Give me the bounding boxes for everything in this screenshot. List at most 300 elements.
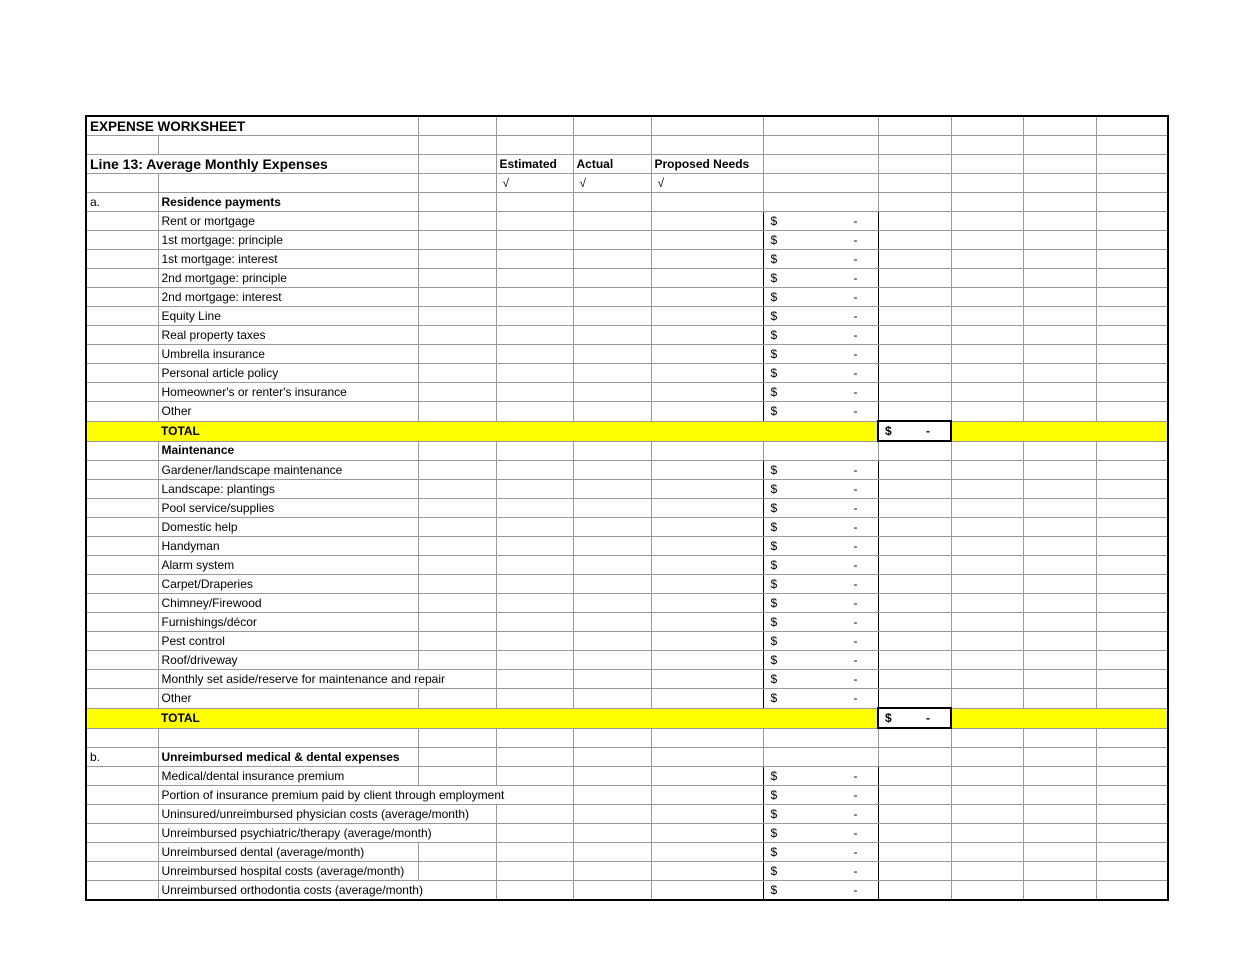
cell[interactable] xyxy=(763,421,878,441)
line-header-cell[interactable]: Line 13: Average Monthly Expenses xyxy=(86,155,418,174)
cell[interactable] xyxy=(878,499,951,518)
cell[interactable] xyxy=(951,767,1023,786)
cell[interactable] xyxy=(496,689,573,709)
cell[interactable] xyxy=(651,116,763,136)
cell[interactable] xyxy=(1023,364,1096,383)
item-label-cell[interactable]: Landscape: plantings xyxy=(158,480,418,499)
cell[interactable] xyxy=(573,708,651,728)
cell[interactable] xyxy=(878,518,951,537)
item-label-cell[interactable]: Domestic help xyxy=(158,518,418,537)
cell[interactable] xyxy=(496,651,573,670)
cell[interactable] xyxy=(878,537,951,556)
cell[interactable] xyxy=(86,402,158,422)
cell[interactable] xyxy=(878,155,951,174)
item-label-cell[interactable]: Unreimbursed orthodontia costs (average/month) xyxy=(158,881,496,901)
cell[interactable] xyxy=(951,862,1023,881)
amount-cell[interactable] xyxy=(763,575,878,594)
cell[interactable] xyxy=(418,383,496,402)
cell[interactable] xyxy=(418,421,496,441)
cell[interactable] xyxy=(878,480,951,499)
cell[interactable] xyxy=(158,174,418,193)
cell[interactable] xyxy=(496,383,573,402)
cell[interactable] xyxy=(496,767,573,786)
cell[interactable] xyxy=(951,136,1023,155)
cell[interactable] xyxy=(496,537,573,556)
cell[interactable] xyxy=(651,748,763,767)
item-label-cell[interactable]: Furnishings/décor xyxy=(158,613,418,632)
cell[interactable] xyxy=(418,708,496,728)
cell[interactable] xyxy=(1023,728,1096,748)
amount-cell[interactable] xyxy=(763,805,878,824)
cell[interactable] xyxy=(651,632,763,651)
item-label-cell[interactable]: Pool service/supplies xyxy=(158,499,418,518)
cell[interactable] xyxy=(418,499,496,518)
cell[interactable] xyxy=(763,193,878,212)
cell[interactable] xyxy=(951,632,1023,651)
cell[interactable] xyxy=(951,537,1023,556)
cell[interactable] xyxy=(573,537,651,556)
cell[interactable] xyxy=(496,326,573,345)
amount-cell[interactable] xyxy=(763,402,878,422)
cell[interactable] xyxy=(1096,421,1168,441)
cell[interactable] xyxy=(573,651,651,670)
cell[interactable] xyxy=(496,441,573,461)
cell[interactable] xyxy=(763,116,878,136)
cell[interactable] xyxy=(1023,632,1096,651)
cell[interactable] xyxy=(878,307,951,326)
cell[interactable] xyxy=(496,843,573,862)
column-header-cell[interactable]: Estimated xyxy=(496,155,573,174)
cell[interactable] xyxy=(651,728,763,748)
cell[interactable] xyxy=(418,231,496,250)
cell[interactable] xyxy=(86,288,158,307)
cell[interactable] xyxy=(1096,212,1168,231)
cell[interactable] xyxy=(573,767,651,786)
item-label-cell[interactable]: Monthly set aside/reserve for maintenance and repair xyxy=(158,670,496,689)
cell[interactable] xyxy=(573,288,651,307)
item-label-cell[interactable]: 1st mortgage: principle xyxy=(158,231,418,250)
cell[interactable] xyxy=(1096,155,1168,174)
item-label-cell[interactable]: 2nd mortgage: principle xyxy=(158,269,418,288)
cell[interactable] xyxy=(1023,805,1096,824)
item-label-cell[interactable]: Umbrella insurance xyxy=(158,345,418,364)
cell[interactable] xyxy=(573,307,651,326)
cell[interactable] xyxy=(651,862,763,881)
cell[interactable] xyxy=(878,441,951,461)
cell[interactable] xyxy=(158,136,418,155)
cell[interactable] xyxy=(1023,613,1096,632)
cell[interactable] xyxy=(573,480,651,499)
cell[interactable] xyxy=(418,748,496,767)
cell[interactable] xyxy=(418,575,496,594)
cell[interactable] xyxy=(951,613,1023,632)
cell[interactable] xyxy=(496,116,573,136)
cell[interactable] xyxy=(573,613,651,632)
cell[interactable] xyxy=(1023,556,1096,575)
cell[interactable] xyxy=(496,632,573,651)
cell[interactable] xyxy=(951,499,1023,518)
amount-cell[interactable] xyxy=(763,461,878,480)
cell[interactable] xyxy=(1023,689,1096,709)
cell[interactable] xyxy=(763,708,878,728)
cell[interactable] xyxy=(86,231,158,250)
cell[interactable] xyxy=(418,116,496,136)
cell[interactable] xyxy=(86,499,158,518)
cell[interactable] xyxy=(496,461,573,480)
cell[interactable] xyxy=(573,250,651,269)
cell[interactable] xyxy=(1096,250,1168,269)
cell[interactable] xyxy=(418,212,496,231)
cell[interactable] xyxy=(1096,136,1168,155)
cell[interactable] xyxy=(1023,594,1096,613)
cell[interactable] xyxy=(573,269,651,288)
amount-cell[interactable] xyxy=(763,767,878,786)
cell[interactable] xyxy=(878,231,951,250)
cell[interactable] xyxy=(496,881,573,901)
cell[interactable] xyxy=(418,613,496,632)
cell[interactable] xyxy=(1096,632,1168,651)
cell[interactable] xyxy=(573,231,651,250)
cell[interactable] xyxy=(573,212,651,231)
amount-cell[interactable] xyxy=(763,881,878,901)
cell[interactable] xyxy=(418,441,496,461)
cell[interactable] xyxy=(418,364,496,383)
cell[interactable] xyxy=(651,708,763,728)
cell[interactable] xyxy=(951,402,1023,422)
cell[interactable] xyxy=(418,651,496,670)
cell[interactable] xyxy=(651,136,763,155)
cell[interactable] xyxy=(878,728,951,748)
cell[interactable] xyxy=(951,231,1023,250)
amount-cell[interactable] xyxy=(763,651,878,670)
cell[interactable] xyxy=(951,461,1023,480)
amount-cell[interactable] xyxy=(763,288,878,307)
cell[interactable] xyxy=(951,824,1023,843)
cell[interactable] xyxy=(573,518,651,537)
cell[interactable] xyxy=(418,461,496,480)
cell[interactable] xyxy=(496,402,573,422)
amount-cell[interactable] xyxy=(763,345,878,364)
cell[interactable] xyxy=(1023,843,1096,862)
cell[interactable] xyxy=(86,632,158,651)
cell[interactable] xyxy=(1096,461,1168,480)
cell[interactable] xyxy=(951,748,1023,767)
cell[interactable] xyxy=(651,461,763,480)
cell[interactable] xyxy=(418,174,496,193)
item-label-cell[interactable]: Chimney/Firewood xyxy=(158,594,418,613)
cell[interactable] xyxy=(86,594,158,613)
cell[interactable] xyxy=(573,843,651,862)
cell[interactable] xyxy=(86,212,158,231)
cell[interactable] xyxy=(651,537,763,556)
cell[interactable] xyxy=(1023,383,1096,402)
cell[interactable] xyxy=(651,499,763,518)
cell[interactable] xyxy=(1096,728,1168,748)
cell[interactable] xyxy=(951,843,1023,862)
cell[interactable] xyxy=(573,728,651,748)
cell[interactable] xyxy=(573,421,651,441)
cell[interactable] xyxy=(573,786,651,805)
cell[interactable] xyxy=(1096,670,1168,689)
cell[interactable] xyxy=(1023,231,1096,250)
cell[interactable] xyxy=(951,728,1023,748)
cell[interactable] xyxy=(86,881,158,901)
amount-cell[interactable] xyxy=(763,786,878,805)
cell[interactable] xyxy=(496,499,573,518)
amount-cell[interactable] xyxy=(763,862,878,881)
cell[interactable] xyxy=(878,767,951,786)
cell[interactable] xyxy=(878,269,951,288)
cell[interactable] xyxy=(651,212,763,231)
cell[interactable] xyxy=(878,345,951,364)
cell[interactable] xyxy=(651,651,763,670)
amount-cell[interactable] xyxy=(763,212,878,231)
cell[interactable] xyxy=(573,689,651,709)
column-header-cell[interactable]: Actual xyxy=(573,155,651,174)
cell[interactable] xyxy=(951,881,1023,901)
cell[interactable] xyxy=(86,326,158,345)
cell[interactable] xyxy=(651,824,763,843)
cell[interactable] xyxy=(86,250,158,269)
cell[interactable] xyxy=(573,193,651,212)
cell[interactable] xyxy=(878,326,951,345)
item-label-cell[interactable]: Gardener/landscape maintenance xyxy=(158,461,418,480)
cell[interactable] xyxy=(951,441,1023,461)
cell[interactable] xyxy=(763,155,878,174)
cell[interactable] xyxy=(878,670,951,689)
cell[interactable] xyxy=(951,250,1023,269)
amount-cell[interactable] xyxy=(763,689,878,709)
cell[interactable] xyxy=(573,594,651,613)
total-label-cell[interactable]: TOTAL xyxy=(158,421,418,441)
amount-cell[interactable] xyxy=(763,269,878,288)
cell[interactable] xyxy=(496,728,573,748)
cell[interactable] xyxy=(496,613,573,632)
cell[interactable] xyxy=(951,421,1023,441)
cell[interactable] xyxy=(1023,651,1096,670)
cell[interactable] xyxy=(878,689,951,709)
amount-cell[interactable] xyxy=(763,613,878,632)
amount-cell[interactable] xyxy=(763,231,878,250)
cell[interactable] xyxy=(1096,843,1168,862)
cell[interactable] xyxy=(573,824,651,843)
cell[interactable] xyxy=(496,250,573,269)
cell[interactable] xyxy=(496,345,573,364)
cell[interactable] xyxy=(951,575,1023,594)
cell[interactable] xyxy=(1023,155,1096,174)
cell[interactable] xyxy=(878,193,951,212)
item-label-cell[interactable]: Pest control xyxy=(158,632,418,651)
cell[interactable] xyxy=(1023,174,1096,193)
cell[interactable] xyxy=(1023,326,1096,345)
cell[interactable] xyxy=(951,651,1023,670)
cell[interactable] xyxy=(86,537,158,556)
cell[interactable] xyxy=(418,594,496,613)
cell[interactable] xyxy=(86,670,158,689)
item-label-cell[interactable]: Unreimbursed dental (average/month) xyxy=(158,843,418,862)
cell[interactable] xyxy=(763,136,878,155)
checkmark-cell[interactable]: √ xyxy=(496,174,573,193)
cell[interactable] xyxy=(1096,651,1168,670)
cell[interactable] xyxy=(573,556,651,575)
cell[interactable] xyxy=(1023,307,1096,326)
cell[interactable] xyxy=(86,843,158,862)
cell[interactable] xyxy=(651,613,763,632)
cell[interactable] xyxy=(418,518,496,537)
cell[interactable] xyxy=(1023,250,1096,269)
cell[interactable] xyxy=(878,556,951,575)
cell[interactable] xyxy=(651,518,763,537)
cell[interactable] xyxy=(763,748,878,767)
cell[interactable] xyxy=(496,269,573,288)
cell[interactable] xyxy=(1096,288,1168,307)
cell[interactable] xyxy=(1023,537,1096,556)
cell[interactable] xyxy=(418,307,496,326)
amount-cell[interactable] xyxy=(763,364,878,383)
cell[interactable] xyxy=(496,421,573,441)
cell[interactable] xyxy=(1096,307,1168,326)
cell[interactable] xyxy=(763,441,878,461)
amount-cell[interactable] xyxy=(763,594,878,613)
cell[interactable] xyxy=(496,824,573,843)
cell[interactable] xyxy=(951,155,1023,174)
cell[interactable] xyxy=(573,383,651,402)
cell[interactable] xyxy=(86,345,158,364)
cell[interactable] xyxy=(1023,421,1096,441)
amount-cell[interactable] xyxy=(763,670,878,689)
cell[interactable] xyxy=(878,594,951,613)
amount-cell[interactable] xyxy=(763,499,878,518)
amount-cell[interactable] xyxy=(763,518,878,537)
cell[interactable] xyxy=(418,250,496,269)
cell[interactable] xyxy=(651,288,763,307)
cell[interactable] xyxy=(1023,708,1096,728)
cell[interactable] xyxy=(878,461,951,480)
cell[interactable] xyxy=(651,767,763,786)
cell[interactable] xyxy=(1023,499,1096,518)
cell[interactable] xyxy=(1096,881,1168,901)
section-heading-cell[interactable]: Residence payments xyxy=(158,193,418,212)
cell[interactable] xyxy=(1096,326,1168,345)
cell[interactable] xyxy=(1096,575,1168,594)
cell[interactable] xyxy=(573,805,651,824)
cell[interactable] xyxy=(86,174,158,193)
cell[interactable] xyxy=(496,862,573,881)
cell[interactable] xyxy=(763,728,878,748)
cell[interactable] xyxy=(573,326,651,345)
cell[interactable] xyxy=(878,651,951,670)
cell[interactable] xyxy=(1023,480,1096,499)
cell[interactable] xyxy=(573,881,651,901)
cell[interactable] xyxy=(1023,288,1096,307)
cell[interactable] xyxy=(86,556,158,575)
cell[interactable] xyxy=(763,174,878,193)
item-label-cell[interactable]: Alarm system xyxy=(158,556,418,575)
cell[interactable] xyxy=(418,402,496,422)
cell[interactable] xyxy=(651,250,763,269)
cell[interactable] xyxy=(573,499,651,518)
cell[interactable] xyxy=(1096,174,1168,193)
cell[interactable] xyxy=(86,518,158,537)
cell[interactable] xyxy=(878,881,951,901)
cell[interactable] xyxy=(496,805,573,824)
cell[interactable] xyxy=(1096,594,1168,613)
cell[interactable] xyxy=(651,231,763,250)
cell[interactable] xyxy=(1023,824,1096,843)
cell[interactable] xyxy=(878,786,951,805)
cell[interactable] xyxy=(878,613,951,632)
cell[interactable] xyxy=(951,518,1023,537)
cell[interactable] xyxy=(496,748,573,767)
cell[interactable] xyxy=(651,556,763,575)
total-label-cell[interactable]: TOTAL xyxy=(158,708,418,728)
cell[interactable] xyxy=(1096,537,1168,556)
item-label-cell[interactable]: Unreimbursed psychiatric/therapy (average/month) xyxy=(158,824,496,843)
cell[interactable] xyxy=(651,441,763,461)
cell[interactable] xyxy=(1096,364,1168,383)
cell[interactable] xyxy=(1023,345,1096,364)
cell[interactable] xyxy=(86,708,158,728)
cell[interactable] xyxy=(878,824,951,843)
cell[interactable] xyxy=(86,461,158,480)
cell[interactable] xyxy=(1023,518,1096,537)
section-letter-cell[interactable] xyxy=(86,441,158,461)
cell[interactable] xyxy=(496,307,573,326)
cell[interactable] xyxy=(573,402,651,422)
cell[interactable] xyxy=(573,136,651,155)
cell[interactable] xyxy=(878,632,951,651)
cell[interactable] xyxy=(951,193,1023,212)
cell[interactable] xyxy=(878,383,951,402)
cell[interactable] xyxy=(1023,402,1096,422)
section-heading-cell[interactable]: Unreimbursed medical & dental expenses xyxy=(158,748,418,767)
cell[interactable] xyxy=(951,480,1023,499)
cell[interactable] xyxy=(651,786,763,805)
amount-cell[interactable] xyxy=(763,383,878,402)
cell[interactable] xyxy=(418,326,496,345)
item-label-cell[interactable]: Uninsured/unreimbursed physician costs (average/month) xyxy=(158,805,496,824)
cell[interactable] xyxy=(573,862,651,881)
cell[interactable] xyxy=(86,136,158,155)
item-label-cell[interactable]: Roof/driveway xyxy=(158,651,418,670)
item-label-cell[interactable]: Other xyxy=(158,402,418,422)
cell[interactable] xyxy=(651,881,763,901)
total-amount-cell[interactable] xyxy=(878,708,951,728)
cell[interactable] xyxy=(158,728,418,748)
cell[interactable] xyxy=(951,786,1023,805)
amount-cell[interactable] xyxy=(763,824,878,843)
cell[interactable] xyxy=(418,862,496,881)
worksheet-title-cell[interactable]: EXPENSE WORKSHEET xyxy=(86,116,418,136)
item-label-cell[interactable]: 1st mortgage: interest xyxy=(158,250,418,269)
cell[interactable] xyxy=(1096,805,1168,824)
cell[interactable] xyxy=(651,383,763,402)
cell[interactable] xyxy=(1096,767,1168,786)
cell[interactable] xyxy=(86,421,158,441)
item-label-cell[interactable]: Handyman xyxy=(158,537,418,556)
cell[interactable] xyxy=(86,767,158,786)
cell[interactable] xyxy=(651,843,763,862)
amount-cell[interactable] xyxy=(763,843,878,862)
cell[interactable] xyxy=(496,670,573,689)
cell[interactable] xyxy=(951,269,1023,288)
cell[interactable] xyxy=(951,594,1023,613)
cell[interactable] xyxy=(418,193,496,212)
cell[interactable] xyxy=(86,651,158,670)
cell[interactable] xyxy=(651,326,763,345)
cell[interactable] xyxy=(1096,231,1168,250)
cell[interactable] xyxy=(418,288,496,307)
